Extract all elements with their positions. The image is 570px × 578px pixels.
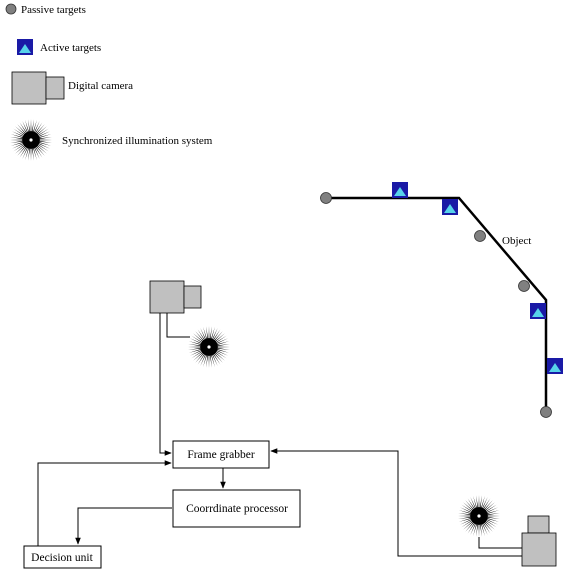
object-outline	[326, 198, 546, 412]
connector-decision-to-grabber	[38, 463, 171, 546]
passive-target-1	[321, 193, 332, 204]
decision-unit-box	[24, 546, 101, 568]
passive-target-2	[475, 231, 486, 242]
decision-unit-label: Decision unit	[31, 552, 93, 564]
object-label: Object	[502, 235, 532, 247]
frame-grabber-box	[173, 441, 269, 468]
starburst-center-dot	[207, 345, 210, 348]
camera-left	[150, 281, 201, 313]
active-target-icon	[17, 39, 33, 55]
connector-processor-to-decision	[78, 508, 172, 544]
legend-active-label: Active targets	[40, 42, 102, 54]
passive-target-4	[541, 407, 552, 418]
illumination-right	[458, 495, 500, 537]
active-target-3	[530, 303, 546, 319]
legend	[6, 4, 213, 161]
legend-illumination-label: Synchronized illumination system	[62, 135, 213, 147]
coordinate-processor-box	[173, 490, 300, 527]
camera-right	[522, 516, 556, 566]
frame-grabber-label: Frame grabber	[187, 449, 255, 461]
illumination-left	[188, 326, 230, 368]
active-target-4	[547, 358, 563, 374]
active-target-2	[442, 199, 458, 215]
active-target-1	[392, 182, 408, 198]
coordinate-processor-label: Coorrdinate processor	[186, 503, 288, 515]
passive-target-3	[519, 281, 530, 292]
connector-illumination-right	[479, 537, 522, 548]
illumination-icon	[10, 119, 52, 161]
connector-camera-left-to-grabber	[160, 313, 171, 453]
starburst-center-dot	[29, 138, 32, 141]
connector-camera-right-to-grabber	[271, 451, 522, 556]
connector-illumination-left	[167, 313, 190, 337]
digital-camera-icon	[12, 72, 64, 104]
object	[321, 182, 564, 418]
legend-passive-label: Passive targets	[21, 4, 86, 16]
starburst-center-dot	[477, 514, 480, 517]
legend-camera-label: Digital camera	[68, 80, 134, 92]
passive-target-icon	[6, 4, 16, 14]
